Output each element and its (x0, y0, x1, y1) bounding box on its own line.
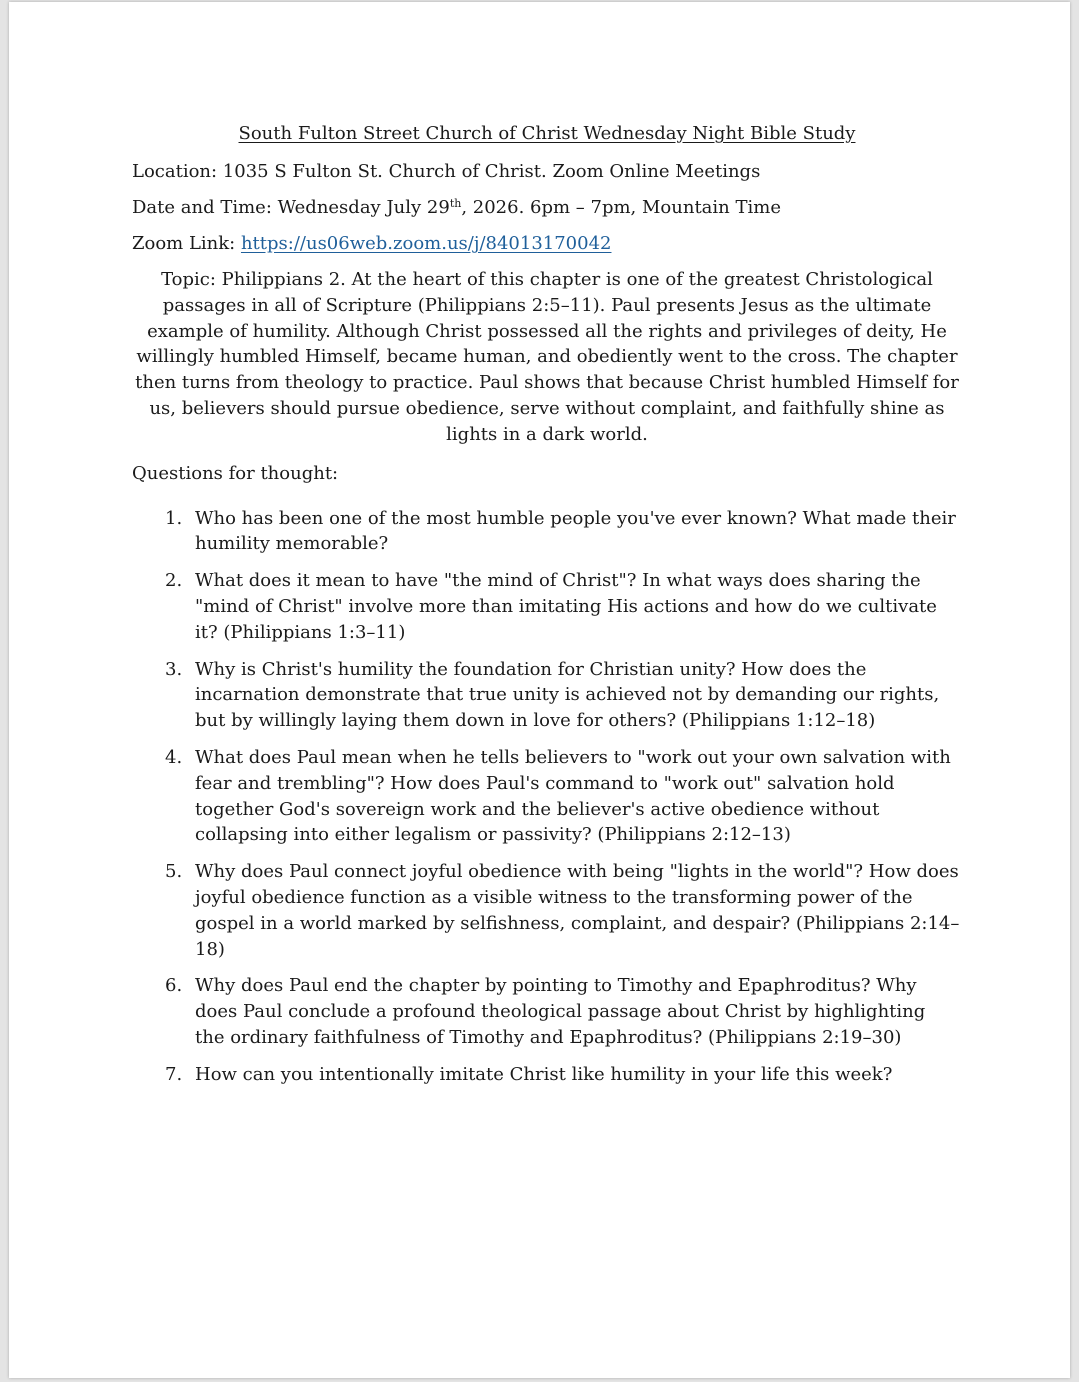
date-ordinal-suffix: th (449, 197, 462, 210)
question-text: Why is Christ's humility the foundation for Christian unity? How does the incarnation demonstrate that true unity is achieved not by demanding our rights, but by willingly laying them down in love for others? (Philippians 1:12–18) (195, 658, 940, 732)
zoom-link[interactable]: https://us06web.zoom.us/j/84013170042 (240, 233, 612, 254)
questions-heading: Questions for thought: (132, 462, 339, 484)
document-page (9, 2, 1070, 1378)
zoom-line (132, 231, 962, 256)
question-number: 3. (165, 658, 183, 680)
date-time-line (132, 195, 962, 220)
topic-paragraph: Topic: Philippians 2. At the heart of this chapter is one of the greatest Christological passages in all of Scripture (Philippians 2:5–11). Paul presents Jesus as the ultimate example of humility. Although Christ possessed all the rights and privileges of deity, He willingly humbled Himself, became human, and obediently went to the cross. The chapter then turns from theology to practice. Paul shows that because Christ humbled Himself for us, believers should pursue obedience, serve without complaint, and faithfully shine as lights in a dark world. (135, 269, 959, 445)
question-item (132, 657, 960, 734)
question-number: 7. (165, 1063, 183, 1085)
zoom-label: Zoom Link: (132, 233, 241, 254)
question-number: 5. (165, 861, 183, 883)
question-text: What does it mean to have "the mind of Christ"? In what ways does sharing the "mind of Christ" involve more than imitating His actions and how do we cultivate it? (Philippians 1:3–11) (195, 570, 937, 643)
question-text: How can you intentionally imitate Christ like humility in your life this week? (195, 1063, 893, 1085)
date-prefix: Date and Time: Wednesday July 29 (132, 197, 450, 218)
question-item (132, 568, 960, 645)
question-number: 4. (165, 746, 183, 768)
document-content (132, 121, 962, 1099)
question-item (132, 1062, 960, 1088)
question-text: What does Paul mean when he tells believers to "work out your own salvation with fear and trembling"? How does Paul's command to "work out" salvation hold together God's sovereign work and the believer's active obedience without collapsing into either legalism or passivity? (Philippians 2:12–13) (195, 746, 951, 846)
document-title: South Fulton Street Church of Christ Wednesday Night Bible Study (238, 123, 856, 144)
location-line: Location: 1035 S Fulton St. Church of Christ. Zoom Online Meetings (132, 161, 761, 182)
question-item (132, 973, 960, 1050)
date-rest: , 2026. 6pm – 7pm, Mountain Time (461, 197, 781, 218)
question-number: 1. (165, 507, 183, 529)
question-text: Why does Paul end the chapter by pointing to Timothy and Epaphroditus? Why does Paul conclude a profound theological passage about Christ by highlighting the ordinary faithfulness of Timothy and Epaphroditus? (Philippians 2:19–30) (195, 975, 926, 1048)
question-text: Why does Paul connect joyful obedience with being "lights in the world"? How does joyful obedience function as a visible witness to the transforming power of the gospel in a world marked by selfishness, complaint, and despair? (Philippians 2:14–18) (195, 861, 960, 960)
question-item (132, 745, 960, 848)
question-text: Who has been one of the most humble people you've ever known? What made their humility memorable? (195, 507, 956, 555)
questions-list (132, 506, 962, 1088)
question-item (132, 506, 960, 558)
question-number: 2. (165, 570, 183, 592)
question-item (132, 859, 960, 962)
question-number: 6. (165, 975, 183, 997)
